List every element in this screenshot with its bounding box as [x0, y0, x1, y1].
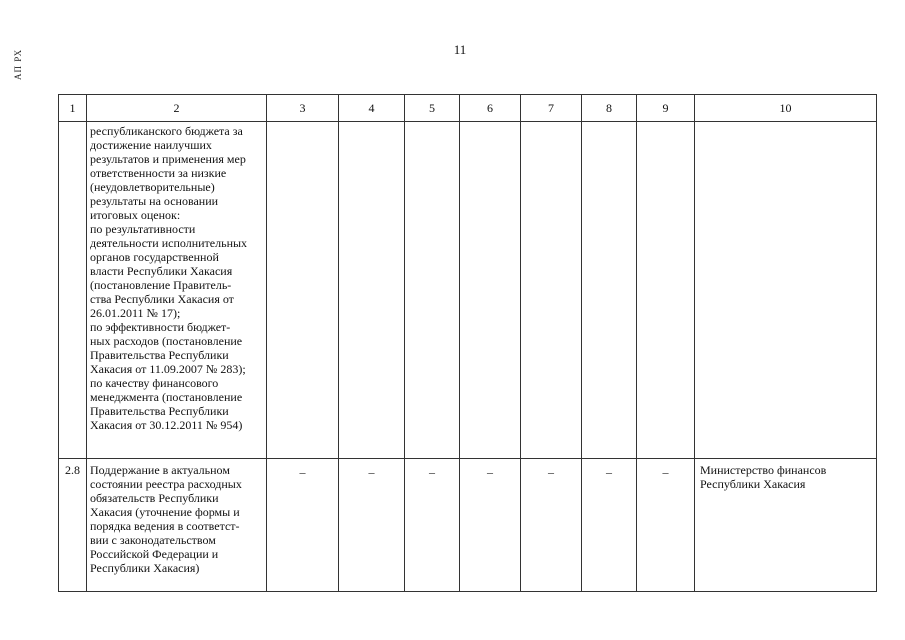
row-cell [582, 122, 637, 459]
row-cell: – [405, 459, 460, 592]
row-cell: – [521, 459, 582, 592]
row-number [59, 122, 87, 459]
row-cell: – [582, 459, 637, 592]
header-cell: 10 [695, 95, 877, 122]
header-cell: 7 [521, 95, 582, 122]
header-cell: 2 [87, 95, 267, 122]
row-cell: – [339, 459, 405, 592]
row-responsible [695, 122, 877, 459]
header-cell: 6 [460, 95, 521, 122]
row-responsible: Министерство финансов Республики Хакасия [695, 459, 877, 592]
row-number: 2.8 [59, 459, 87, 592]
row-cell: – [460, 459, 521, 592]
header-cell: 3 [267, 95, 339, 122]
row-description: республиканского бюджета за достижение наилучших результатов и применения мер ответственности за низкие (неудовлетворительные) результаты на основании итоговых оценок: по результативности деятельности исполнительных органов государственной власти Республики Хакасия (постановление Правитель- ства Республики Хакасия от 26.01.2011 № 17); по эффективности бюджет- ных расходов (постановление Правительства Республики Хакасия от 11.09.2007 № 283); по качеству финансового менеджмента (постановление Правительства Республики Хакасия от 30.12.2011 № 954) [87, 122, 267, 459]
row-cell: – [637, 459, 695, 592]
row-cell [460, 122, 521, 459]
header-cell: 9 [637, 95, 695, 122]
header-cell: 5 [405, 95, 460, 122]
row-cell [637, 122, 695, 459]
row-description: Поддержание в актуальном состоянии реестра расходных обязательств Республики Хакасия (уточнение формы и порядка ведения в соответст- вии с законодательством Российской Федерации и Республики Хакасия) [87, 459, 267, 592]
table-row [59, 459, 877, 592]
table-header-row [59, 95, 877, 122]
header-cell: 8 [582, 95, 637, 122]
table-row [59, 122, 877, 459]
row-cell: – [267, 459, 339, 592]
page-number: 11 [453, 42, 467, 57]
row-cell [267, 122, 339, 459]
data-table [58, 94, 877, 592]
row-cell [521, 122, 582, 459]
header-cell: 1 [59, 95, 87, 122]
row-cell [339, 122, 405, 459]
header-cell: 4 [339, 95, 405, 122]
side-stamp-label: АП РХ [13, 48, 23, 80]
row-cell [405, 122, 460, 459]
